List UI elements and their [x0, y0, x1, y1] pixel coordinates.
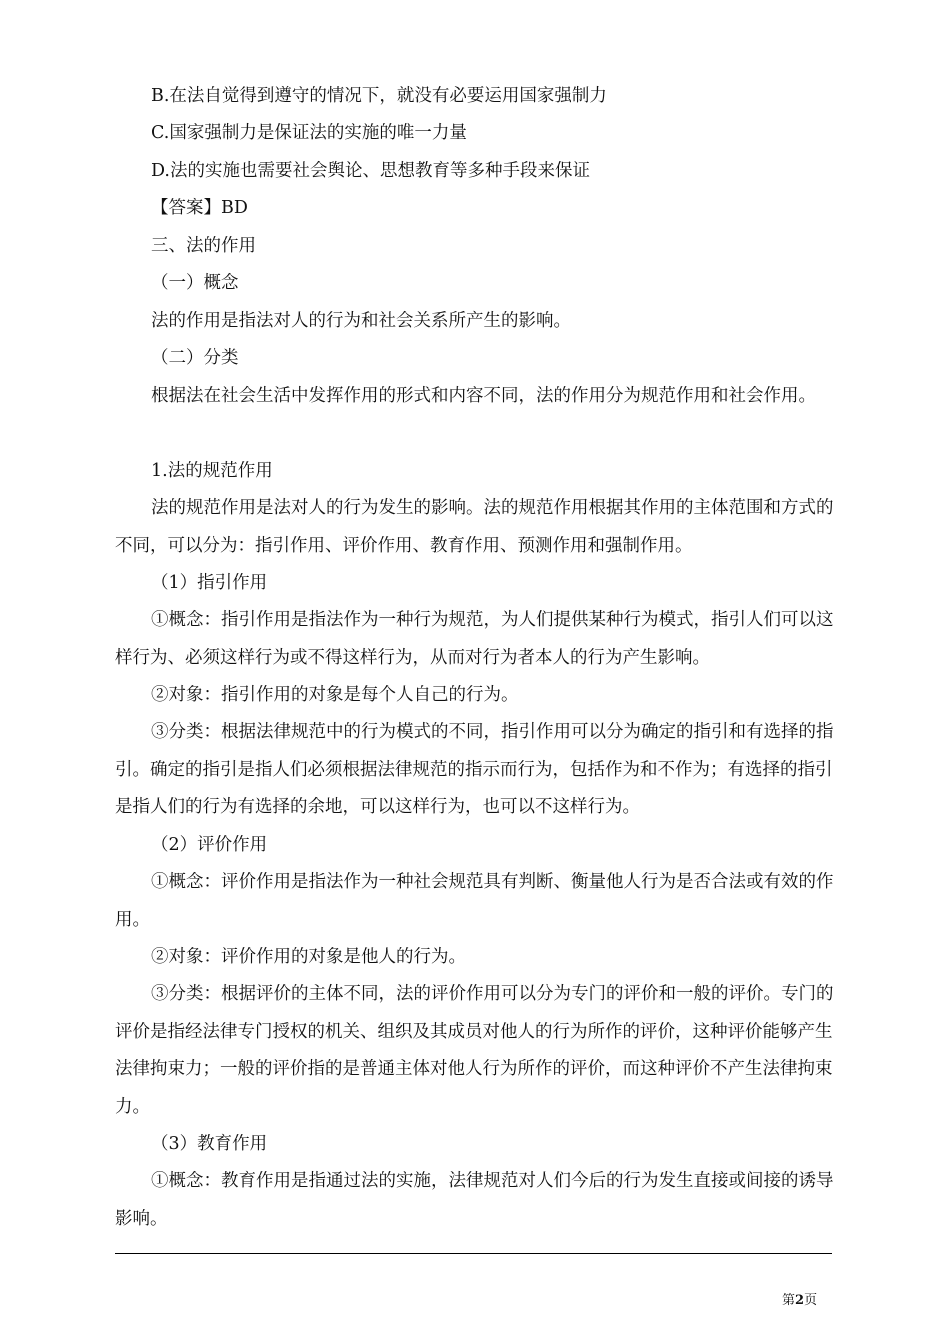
page-number: 2: [795, 1293, 805, 1308]
page-suffix: 页: [804, 1293, 818, 1308]
page-prefix: 第: [782, 1293, 796, 1308]
evaluation-object: ②对象：评价作用的对象是他人的行为。: [151, 947, 466, 967]
answer-line: 【答案】BD: [151, 198, 248, 218]
education-heading: （3）教育作用: [151, 1134, 268, 1154]
evaluation-classification: ③分类：根据评价的主体不同，法的评价作用可以分为专门的评价和一般的评价。专门的评价是指经法律专门授权的机关、组织及其成员对他人的行为所作的评价，这种评价能够产生法律拘束力；一般的评价指的是普通主体对他人行为所作的评价，而这种评价不产生法律拘束力。: [115, 984, 834, 1117]
education-concept: ①概念：教育作用是指通过法的实施，法律规范对人们今后的行为发生直接或间接的诱导影响。: [115, 1171, 834, 1229]
guide-concept: ①概念：指引作用是指法作为一种行为规范，为人们提供某种行为模式，指引人们可以这样行为、必须这样行为或不得这样行为，从而对行为者本人的行为产生影响。: [115, 610, 834, 668]
evaluation-heading: （2）评价作用: [151, 835, 268, 855]
guide-classification: ③分类：根据法律规范中的行为模式的不同，指引作用可以分为确定的指引和有选择的指引。确定的指引是指人们必须根据法律规范的指示而行为，包括作为和不作为；有选择的指引是指人们的行为有选择的余地，可以这样行为，也可以不这样行为。: [115, 722, 834, 817]
item-normative-heading: 1.法的规范作用: [151, 461, 273, 481]
guide-heading: （1）指引作用: [151, 573, 268, 593]
section-heading-3: 三、法的作用: [151, 236, 256, 256]
classification-paragraph: 根据法在社会生活中发挥作用的形式和内容不同，法的作用分为规范作用和社会作用。: [151, 386, 816, 406]
footer-divider: [115, 1253, 832, 1254]
option-c: C.国家强制力是保证法的实施的唯一力量: [151, 123, 467, 143]
option-d: D.法的实施也需要社会舆论、思想教育等多种手段来保证: [151, 161, 590, 181]
guide-object: ②对象：指引作用的对象是每个人自己的行为。: [151, 685, 519, 705]
page-footer: [782, 1289, 817, 1308]
concept-paragraph: 法的作用是指法对人的行为和社会关系所产生的影响。: [151, 311, 571, 331]
evaluation-concept: ①概念：评价作用是指法作为一种社会规范具有判断、衡量他人行为是否合法或有效的作用。: [115, 872, 834, 930]
subheading-concept: （一）概念: [151, 273, 239, 293]
subheading-classification: （二）分类: [151, 348, 239, 368]
normative-paragraph: 法的规范作用是法对人的行为发生的影响。法的规范作用根据其作用的主体范围和方式的不同，可以分为：指引作用、评价作用、教育作用、预测作用和强制作用。: [115, 498, 834, 556]
option-b: B.在法自觉得到遵守的情况下，就没有必要运用国家强制力: [151, 86, 607, 106]
